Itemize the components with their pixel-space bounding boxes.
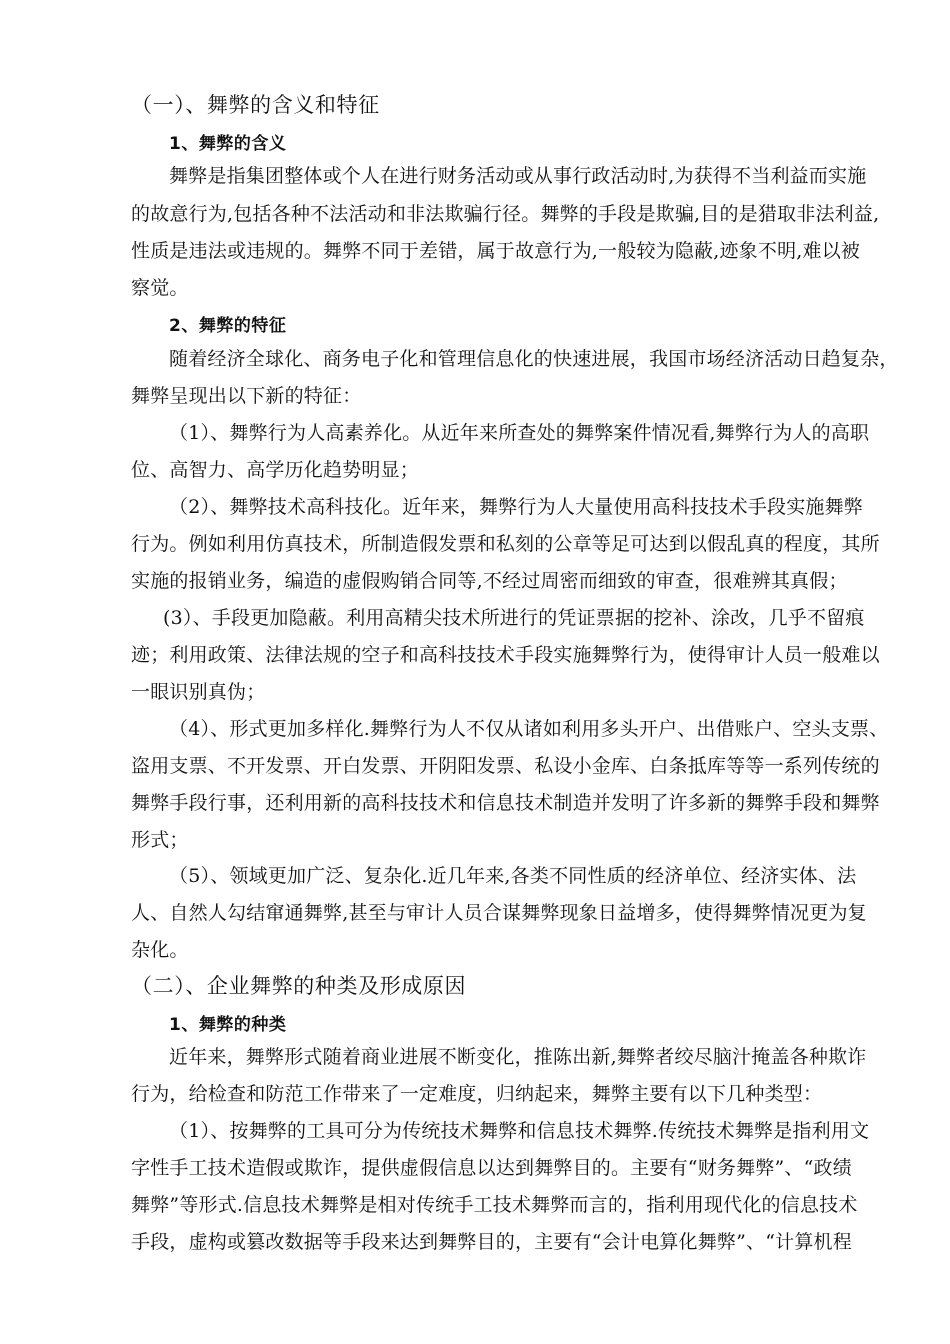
paragraph-line: 实施的报销业务，编造的虚假购销合同等,不经过周密而细致的审查，很难辨其真假； [131,570,848,592]
paragraph-line: （1）、按舞弊的工具可分为传统技术舞弊和信息技术舞弊.传统技术舞弊是指利用文 [169,1120,870,1142]
paragraph-line: 舞弊是指集团整体或个人在进行财务活动或从事行政活动时,为获得不当利益而实施 [169,165,867,187]
paragraph-line: 的故意行为,包括各种不法活动和非法欺骗行径。舞弊的手段是欺骗,目的是猎取非法利益, [131,203,880,225]
paragraph-line: 一眼识别真伪； [131,681,266,703]
paragraph-line: 舞弊呈现出以下新的特征： [131,385,362,407]
paragraph-line: 随着经济全球化、商务电子化和管理信息化的快速进展，我国市场经济活动日趋复杂， [169,348,899,370]
subheading-features: 2、舞弊的特征 [169,316,287,336]
paragraph-line: 位、高智力、高学历化趋势明显； [131,459,420,481]
subheading-types: 1、舞弊的种类 [169,1015,287,1035]
paragraph-line: 形式； [131,829,189,851]
paragraph-line: 手段，虚构或篡改数据等手段来达到舞弊目的，主要有“会计电算化舞弊”、“计算机程 [131,1231,852,1253]
paragraph-line: 字性手工技术造假或欺诈，提供虚假信息以达到舞弊目的。主要有“财务舞弊”、“政绩 [131,1157,852,1179]
paragraph-line: 舞弊手段行事，还利用新的高科技技术和信息技术制造并发明了许多新的舞弊手段和舞弊 [131,792,880,814]
paragraph-line: 盗用支票、不开发票、开白发票、开阴阳发票、私设小金库、白条抵库等等一系列传统的 [131,755,880,777]
paragraph-line: 舞弊”等形式.信息技术舞弊是相对传统手工技术舞弊而言的，指利用现代化的信息技术 [131,1194,858,1216]
paragraph-line: 察觉。 [131,277,189,299]
paragraph-line: （5）、领域更加广泛、复杂化.近几年来,各类不同性质的经济单位、经济实体、法 [169,865,857,887]
paragraph-line: 性质是违法或违规的。舞弊不同于差错，属于故意行为,一般较为隐蔽,迹象不明,难以被 [131,240,861,262]
paragraph-line: (3）、手段更加隐蔽。利用高精尖技术所进行的凭证票据的挖补、涂改，几乎不留痕 [163,607,865,629]
section-heading-1: （一）、舞弊的含义和特征 [131,93,380,117]
paragraph-line: （4）、形式更加多样化.舞弊行为人不仅从诸如利用多头开户、出借账户、空头支票、 [169,718,889,740]
paragraph-line: （1）、舞弊行为人高素养化。从近年来所查处的舞弊案件情况看,舞弊行为人的高职 [169,422,870,444]
paragraph-line: 人、自然人勾结窜通舞弊,甚至与审计人员合谋舞弊现象日益增多，使得舞弊情况更为复 [131,902,867,924]
paragraph-line: 迹；利用政策、法律法规的空子和高科技技术手段实施舞弊行为，使得审计人员一般难以 [131,644,880,666]
paragraph-line: 行为。例如利用仿真技术，所制造假发票和私刻的公章等足可达到以假乱真的程度，其所 [131,533,880,555]
paragraph-line: 行为，给检查和防范工作带来了一定难度，归纳起来，舞弊主要有以下几种类型： [131,1083,823,1105]
section-heading-2: （二）、企业舞弊的种类及形成原因 [131,974,467,998]
paragraph-line: 杂化。 [131,939,189,961]
paragraph-line: 近年来，舞弊形式随着商业进展不断变化，推陈出新,舞弊者绞尽脑汁掩盖各种欺诈 [169,1046,867,1068]
subheading-meaning: 1、舞弊的含义 [169,134,287,154]
paragraph-line: （2）、舞弊技术高科技化。近年来，舞弊行为人大量使用高科技技术手段实施舞弊 [169,496,863,518]
